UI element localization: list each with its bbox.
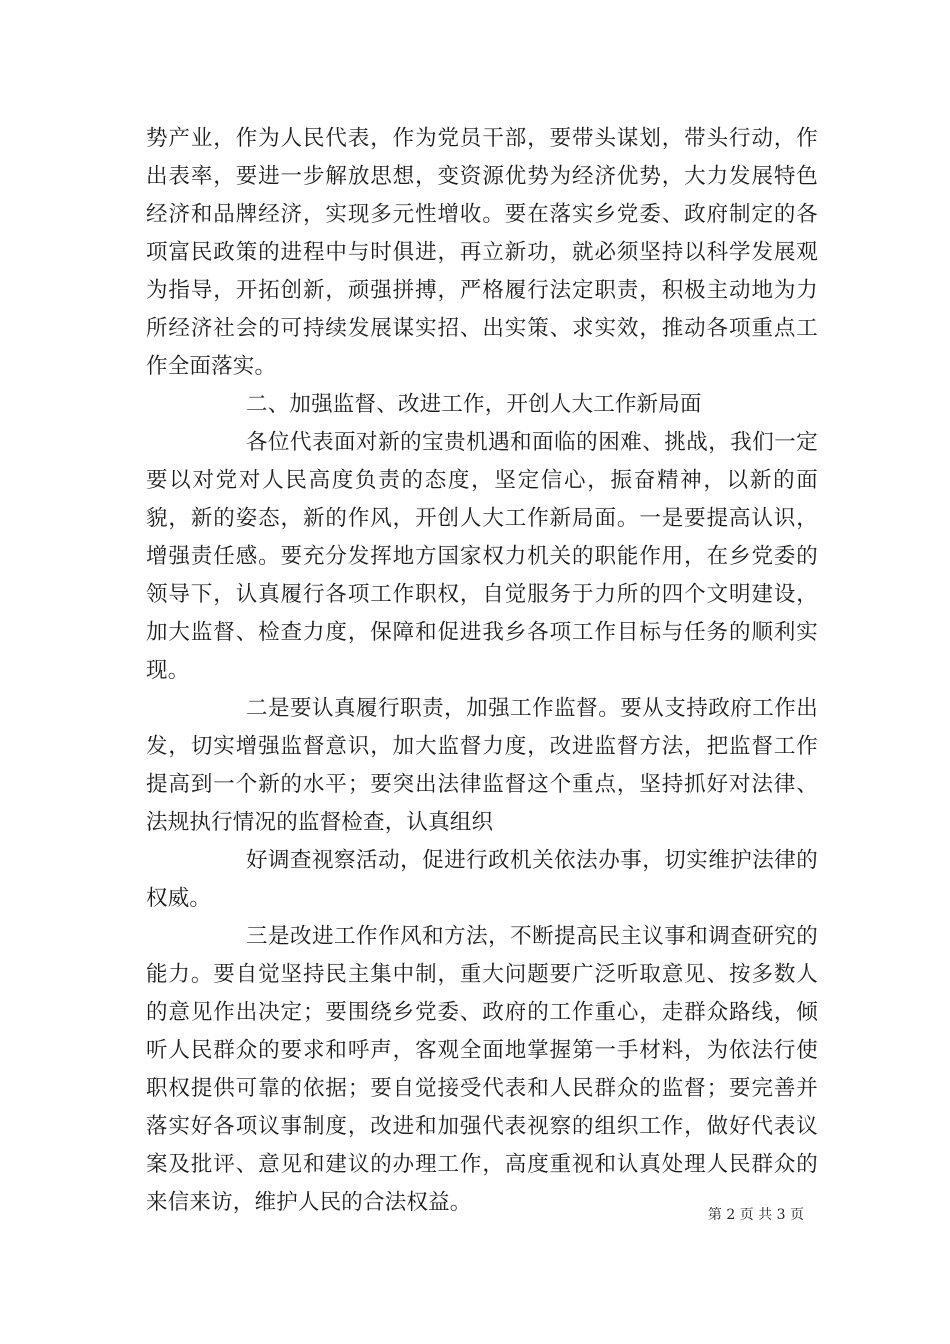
page-number: 第 2 页 共 3 页 bbox=[707, 1207, 804, 1223]
section-heading: 二、加强监督、改进工作，开创人大工作新局面 bbox=[246, 392, 702, 417]
paragraph-duties: 二是要认真履行职责，加强工作监督。要从支持政府工作出发，切实增强监督意识，加大监督力度，改进监督方法，把监督工作提高到一个新的水平；要突出法律监督这个重点，坚持抓好对法律、法规执行情况的监督检查，认真组织 bbox=[146, 696, 818, 835]
document-body bbox=[146, 120, 818, 1222]
paragraph-work-style: 三是改进工作作风和方法，不断提高民主议事和调查研究的能力。要自觉坚持民主集中制，重大问题要广泛听取意见、按多数人的意见作出决定；要围绕乡党委、政府的工作重心，走群众路线，倾听人民群众的要求和呼声，客观全面地掌握第一手材料，为依法行使职权提供可靠的依据；要自觉接受代表和人民群众的监督；要完善并落实好各项议事制度，改进和加强代表视察的组织工作，做好代表议案及批评、意见和建议的办理工作，高度重视和认真处理人民群众的来信来访，维护人民的合法权益。 bbox=[146, 924, 818, 1215]
paragraph-representatives: 各位代表面对新的宝贵机遇和面临的困难、挑战，我们一定要以对党对人民高度负责的态度，坚定信心，振奋精神，以新的面貌，新的姿态，新的作风，开创人大工作新局面。一是要提高认识，增强责任感。要充分发挥地方国家权力机关的职能作用，在乡党委的领导下，认真履行各项工作职权，自觉服务于力所的四个文明建设，加大监督、检查力度，保障和促进我乡各项工作目标与任务的顺利实现。 bbox=[146, 430, 818, 683]
paragraph-inspection: 好调查视察活动，促进行政机关依法办事，切实维护法律的权威。 bbox=[146, 848, 818, 911]
paragraph-continuation: 势产业，作为人民代表，作为党员干部，要带头谋划，带头行动，作出表率，要进一步解放思想，变资源优势为经济优势，大力发展特色经济和品牌经济，实现多元性增收。要在落实乡党委、政府制定的各项富民政策的进程中与时俱进，再立新功，就必须坚持以科学发展观为指导，开拓创新，顽强拼搏，严格履行法定职责，积极主动地为力所经济社会的可持续发展谋实招、出实策、求实效，推动各项重点工作全面落实。 bbox=[146, 126, 818, 379]
